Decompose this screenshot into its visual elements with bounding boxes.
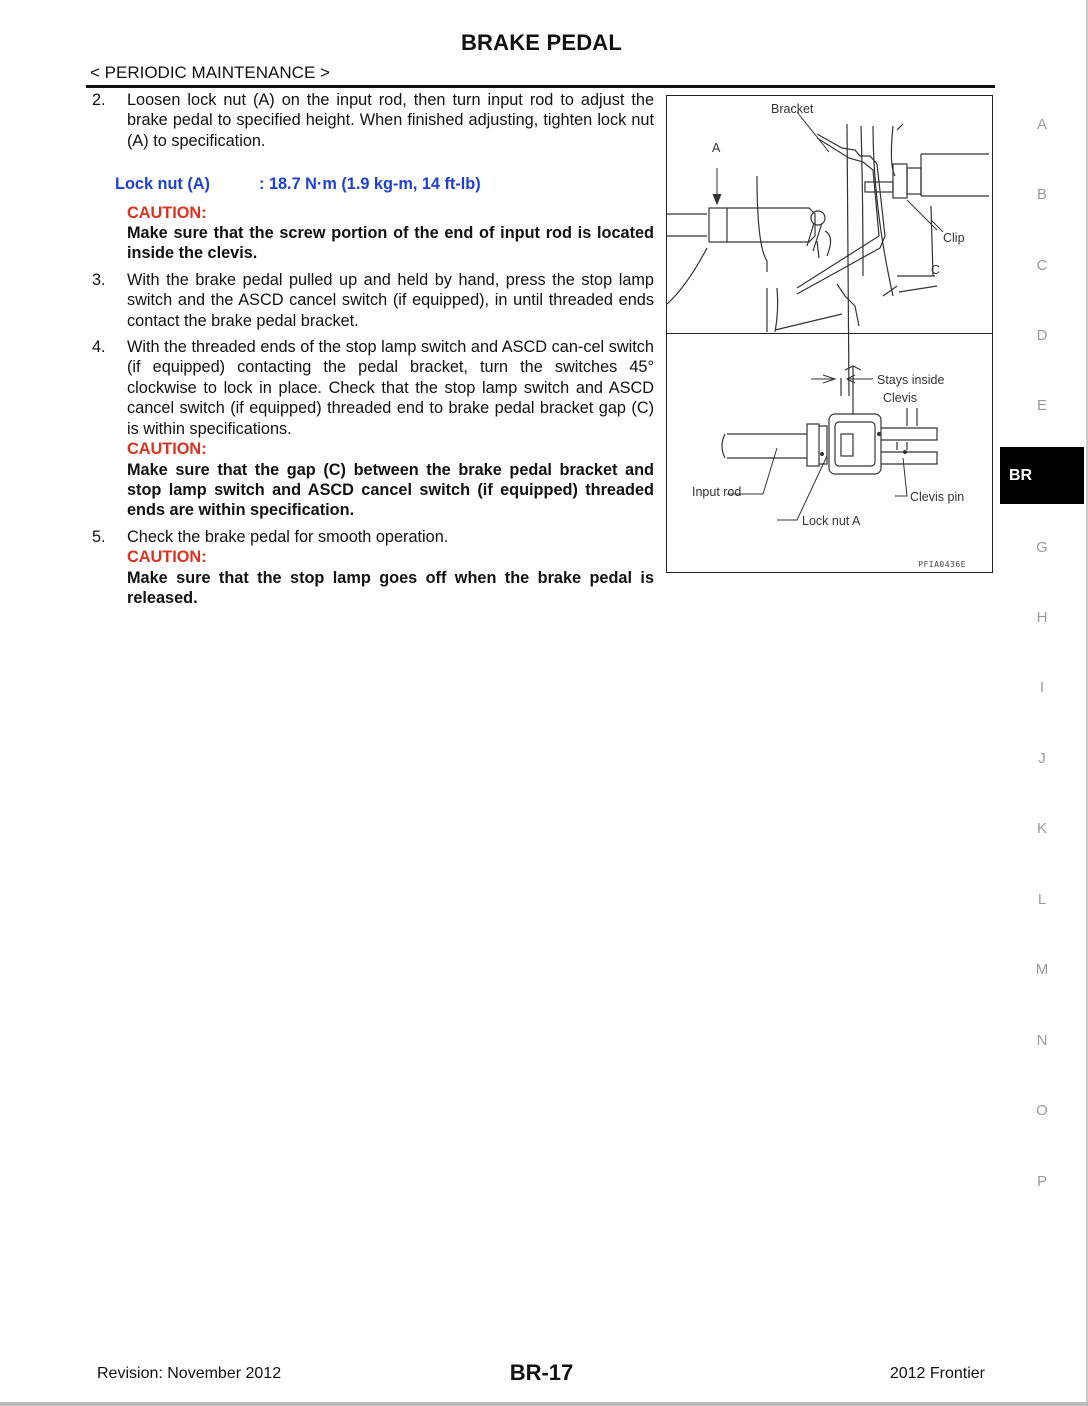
brake-pedal-diagram	[666, 95, 993, 573]
tab-g[interactable]: G	[1036, 539, 1048, 556]
vehicle-model: 2012 Frontier	[889, 1365, 985, 1382]
caution-block-1	[88, 203, 654, 264]
step-number: 3.	[92, 270, 106, 289]
step-text: Loosen lock nut (A) on the input rod, then turn input rod to adjust the brake pedal to specified height. When finished adjusting, tighten lock nut (A) to specification.	[127, 91, 654, 150]
tab-o[interactable]: O	[1036, 1102, 1048, 1119]
section-breadcrumb: < PERIODIC MAINTENANCE >	[90, 63, 330, 82]
torque-spec	[115, 174, 654, 194]
tab-e[interactable]: E	[1036, 397, 1047, 414]
procedure-content	[88, 90, 654, 608]
tab-i[interactable]: I	[1039, 679, 1045, 696]
step-5	[88, 527, 654, 609]
step-number: 5.	[92, 527, 106, 546]
page-title: BRAKE PEDAL	[460, 30, 623, 55]
label-clevis: Clevis	[883, 391, 918, 405]
tab-c[interactable]: C	[1036, 257, 1048, 274]
step-number: 4.	[92, 338, 106, 357]
step-number: 2.	[92, 91, 106, 109]
page-edge-bottom	[0, 1402, 1088, 1406]
step-3	[88, 270, 654, 331]
label-lock-nut-a: Lock nut A	[802, 514, 861, 528]
caution-text: Make sure that the gap (C) between the brake pedal bracket and stop lamp switch and ASCD cancel switch (if equipped) threaded ends are within specification.	[127, 460, 654, 520]
step-text: With the brake pedal pulled up and held by hand, press the stop lamp switch and the ASCD cancel switch (if equipped), in until threaded ends contact the brake pedal bracket.	[127, 270, 654, 330]
tab-j[interactable]: J	[1038, 750, 1046, 767]
label-c: C	[931, 263, 941, 277]
label-clevis-pin: Clevis pin	[910, 490, 965, 504]
step-text: Check the brake pedal for smooth operation.	[127, 527, 449, 546]
step-2	[88, 90, 654, 151]
caution-heading: CAUTION:	[127, 548, 207, 567]
page-number: BR-17	[509, 1360, 574, 1385]
label-a: A	[712, 141, 721, 155]
tab-p[interactable]: P	[1036, 1173, 1047, 1190]
tab-b[interactable]: B	[1036, 186, 1047, 203]
tab-k[interactable]: K	[1036, 820, 1047, 837]
label-input-rod: Input rod	[692, 485, 742, 499]
step-text: With the threaded ends of the stop lamp switch and ASCD can-cel switch (if equipped) contacting the pedal bracket, turn the switches 45° clockwise to lock in place. Check that the stop lamp switch and ASCD cancel switch (if equipped) threaded end to brake pedal bracket gap (C) is within specifications.	[127, 338, 654, 438]
tab-l[interactable]: L	[1037, 891, 1047, 908]
caution-text: Make sure that the screw portion of the end of input rod is located inside the clevis.	[127, 224, 654, 263]
page-footer	[0, 1358, 1088, 1388]
label-clip: Clip	[943, 231, 965, 245]
tab-n[interactable]: N	[1036, 1032, 1048, 1049]
tab-d[interactable]: D	[1036, 327, 1048, 344]
spec-value: : 18.7 N·m (1.9 kg-m, 14 ft-lb)	[259, 175, 481, 194]
label-stays-inside: Stays inside	[877, 373, 945, 387]
figure-code: PFIA0436E	[918, 560, 966, 569]
spec-label: Lock nut (A)	[115, 175, 210, 194]
step-4	[88, 337, 654, 521]
figure-divider	[667, 333, 992, 334]
header-rule	[86, 85, 995, 88]
caution-heading: CAUTION:	[127, 203, 207, 222]
tab-a[interactable]: A	[1036, 116, 1047, 133]
label-bracket: Bracket	[771, 102, 814, 116]
tab-br[interactable]: BR	[1000, 447, 1084, 504]
tab-h[interactable]: H	[1036, 609, 1048, 626]
caution-text: Make sure that the stop lamp goes off when the brake pedal is released.	[127, 568, 654, 607]
caution-heading: CAUTION:	[127, 440, 207, 459]
revision-date: Revision: November 2012	[97, 1365, 282, 1382]
tab-m[interactable]: M	[1035, 961, 1049, 978]
